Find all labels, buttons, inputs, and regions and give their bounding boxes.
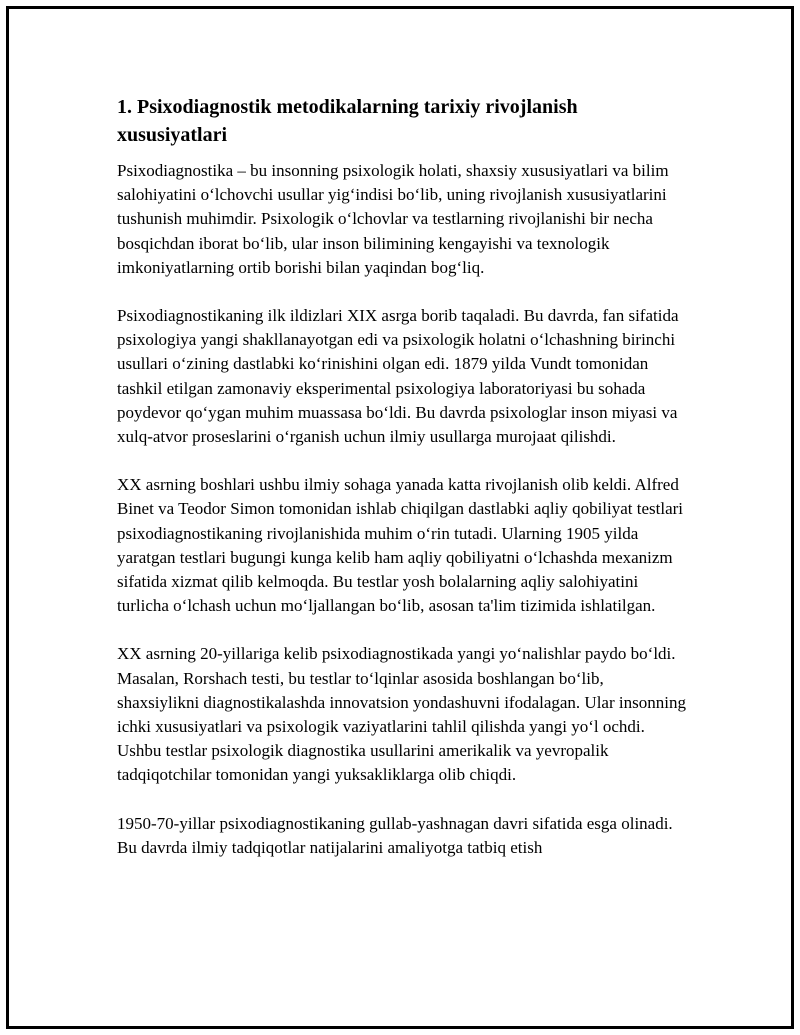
paragraph-1950-70s: 1950-70-yillar psixodiagnostikaning gullab-yashnagan davri sifatida esga olinadi. Bu davrda ilmiy tadqiqotlar natijalarini amaliyotga tatbiq etish — [117, 813, 673, 857]
section-title: 1. Psixodiagnostik metodikalarning tarixiy rivojlanish xususiyatlari — [117, 96, 578, 146]
paragraph-early-20th-century: XX asrning boshlari ushbu ilmiy sohaga yanada katta rivojlanish olib keldi. Alfred Binet va Teodor Simon tomonidan ishlab chiqilgan dastlabki aqliy qobiliyat testlari psixodiagnostikaning rivojlanishida muhim o‘rin tutadi. Ularning 1905 yilda yaratgan testlari bugungi kunga kelib ham aqliy qobiliyatni o‘lchashda mexanizm sifatida xizmat qilib kelmoqda. Bu testlar yosh bolalarning aqliy salohiyatini turlicha o‘lchash uchun mo‘ljallangan bo‘lib, asosan ta'lim tizimida ishlatilgan. — [117, 475, 684, 616]
paragraph-intro: Psixodiagnostika – bu insonning psixologik holati, shaxsiy xususiyatlari va bilim salohiyatini o‘lchovchi usullar yig‘indisi bo‘lib, uning rivojlanish xususiyatlarini tushunish muhimdir. Psixologik o‘lchovlar va testlarning rivojlanishi bir necha bosqichdan iborat bo‘lib, ular inson bilimining kengayishi va texnologik imkoniyatlarning ortib borishi bilan yaqindan bog‘liq. — [117, 161, 669, 277]
document-body — [117, 93, 687, 884]
paragraph-1920s: XX asrning 20-yillariga kelib psixodiagnostikada yangi yo‘nalishlar paydo bo‘ldi. Masalan, Rorshach testi, bu testlar to‘lqinlar asosida boshlangan bo‘lib, shaxsiylikni diagnostikalashda innovatsion yondashuvni ifodalagan. Ular insonning ichki xususiyatlari va psixologik vaziyatlarini tahlil qilishda yangi yo‘l ochdi. Ushbu testlar psixologik diagnostika usullarini amerikalik va yevropalik tadqiqotchilar tomonidan yangi yuksakliklarga olib chiqdi. — [117, 644, 686, 785]
paragraph-19th-century: Psixodiagnostikaning ilk ildizlari XIX asrga borib taqaladi. Bu davrda, fan sifatida psixologiya yangi shakllanayotgan edi va psixologik holatni o‘lchashning birinchi usullari o‘zining dastlabki ko‘rinishini olgan edi. 1879 yilda Vundt tomonidan tashkil etilgan zamonaviy eksperimental psixologiya laboratoriyasi bu sohada poydevor qo‘ygan muhim muassasa bo‘ldi. Bu davrda psixologlar inson miyasi va xulq-atvor proseslarini o‘rganish uchun ilmiy usullarga murojaat qilishdi. — [117, 306, 679, 447]
